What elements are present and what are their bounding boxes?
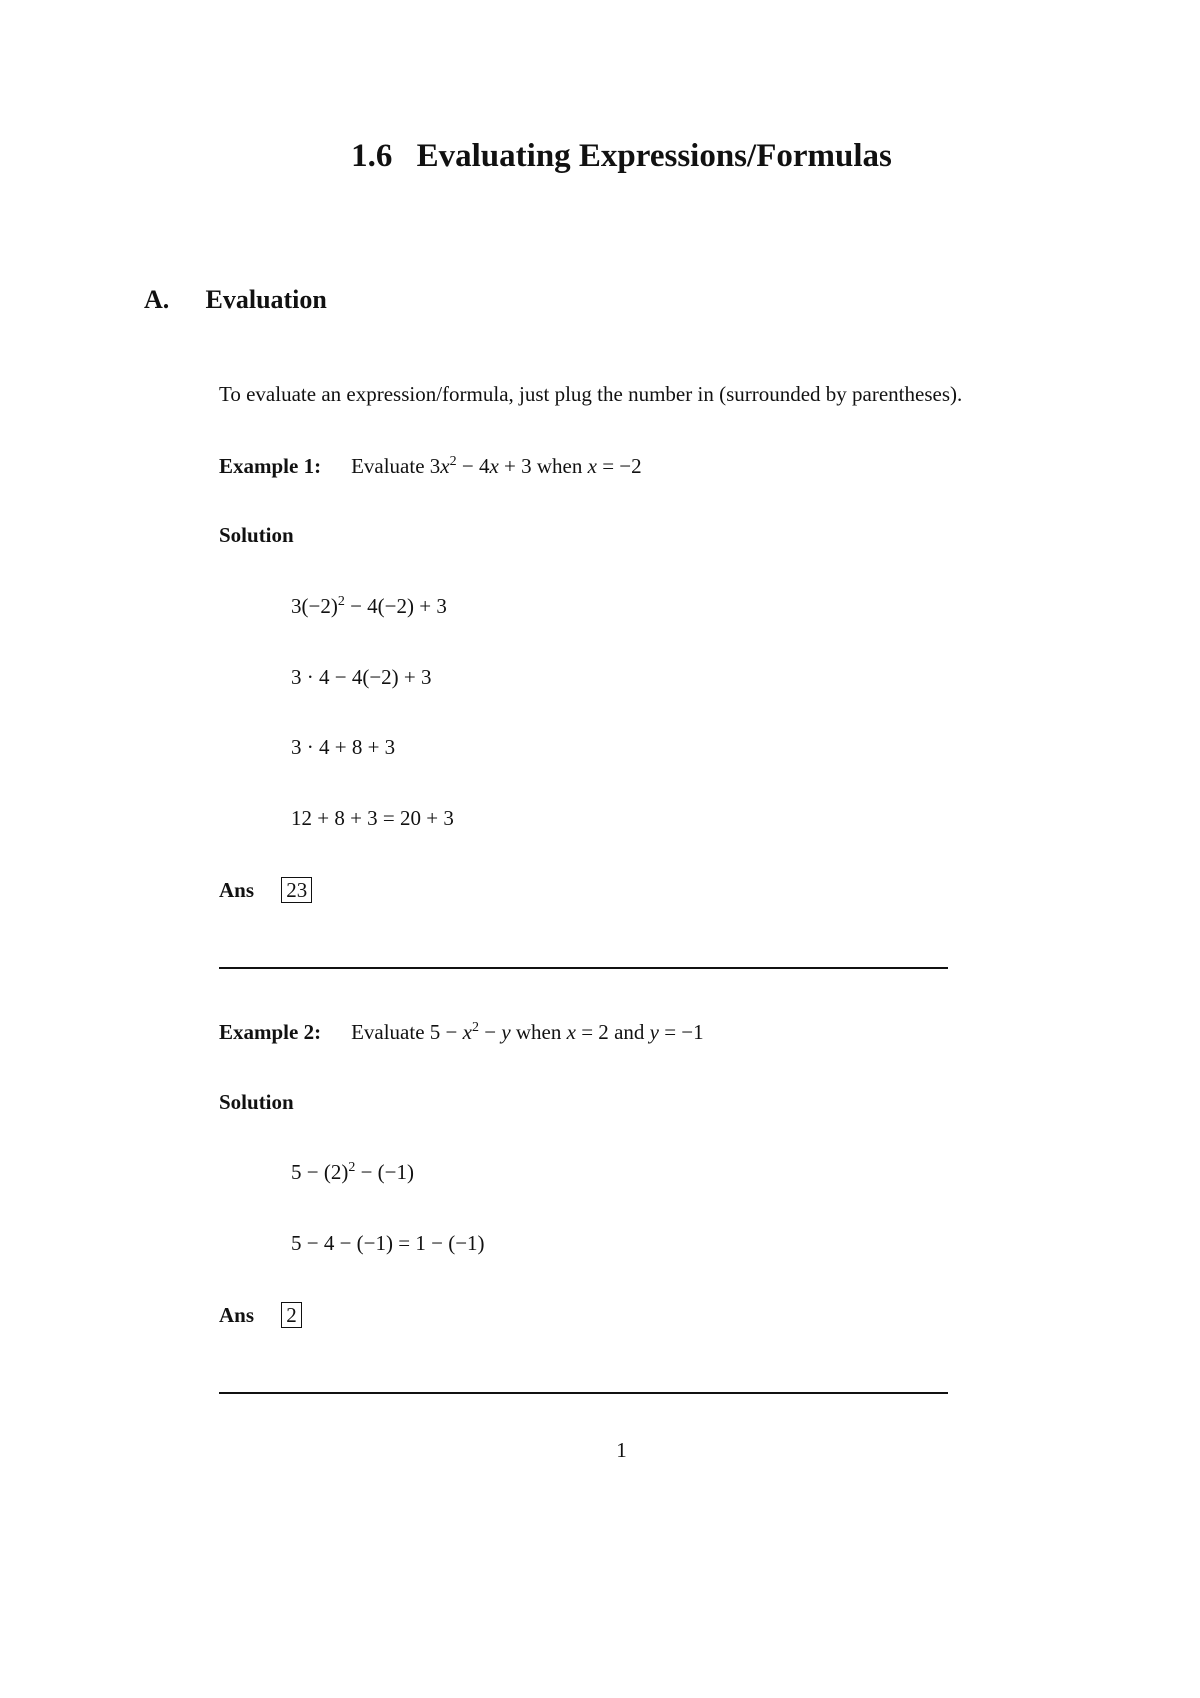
example-1-step-1: $3(-2)^2 - 4(-2) + 3$	[291, 594, 447, 618]
example-2-statement	[219, 1020, 704, 1045]
example-1-step-4: 12 + 8 + 3 = 20 + 3	[291, 806, 454, 830]
example-1-step-2: 3 · 4 − 4(−2) + 3	[291, 665, 432, 689]
ans-label: Ans	[219, 878, 255, 902]
answer-box: 23	[281, 877, 312, 903]
example-1-solution-label: Solution	[219, 523, 294, 547]
when-word: when	[515, 1020, 562, 1044]
section-title: Evaluation	[205, 285, 327, 314]
example-2-expression: $5 - x^2 - y$	[429, 1020, 511, 1044]
when-word: when	[536, 454, 583, 478]
ans-label: Ans	[219, 1303, 255, 1327]
example-2-step-1: $5 - (2)^2 - (-1)$	[291, 1160, 415, 1184]
example-2-condition-y: y = −1	[649, 1020, 704, 1044]
divider	[219, 1392, 948, 1394]
evaluate-word: Evaluate	[351, 454, 425, 478]
example-1-label: Example 1:	[219, 454, 322, 478]
example-1-answer	[219, 877, 312, 903]
divider	[219, 967, 948, 969]
and-word: and	[614, 1020, 645, 1044]
title-text: Evaluating Expressions/Formulas	[416, 138, 892, 174]
section-letter: A.	[144, 285, 170, 314]
page-number: 1	[616, 1438, 627, 1462]
example-2-answer	[219, 1302, 302, 1328]
intro-text: To evaluate an expression/formula, just plug the number in (surrounded by parentheses).	[219, 382, 963, 406]
example-2-condition-x: x = 2	[566, 1020, 609, 1044]
example-2-step-2: 5 − 4 − (−1) = 1 − (−1)	[291, 1231, 485, 1255]
example-1-condition: x = −2	[587, 454, 642, 478]
page-title	[0, 138, 1200, 175]
section-number: 1.6	[351, 138, 393, 174]
section-heading	[144, 285, 327, 315]
answer-box: 2	[281, 1302, 302, 1328]
example-1-prompt	[351, 454, 642, 478]
example-1-expression: $3x^2 - 4x + 3$	[429, 454, 532, 478]
example-1-statement	[219, 454, 642, 479]
example-2-solution-label: Solution	[219, 1090, 294, 1114]
example-1-step-3: 3 · 4 + 8 + 3	[291, 735, 396, 759]
evaluate-word: Evaluate	[351, 1020, 425, 1044]
example-2-prompt	[351, 1020, 704, 1044]
example-2-label: Example 2:	[219, 1020, 322, 1044]
